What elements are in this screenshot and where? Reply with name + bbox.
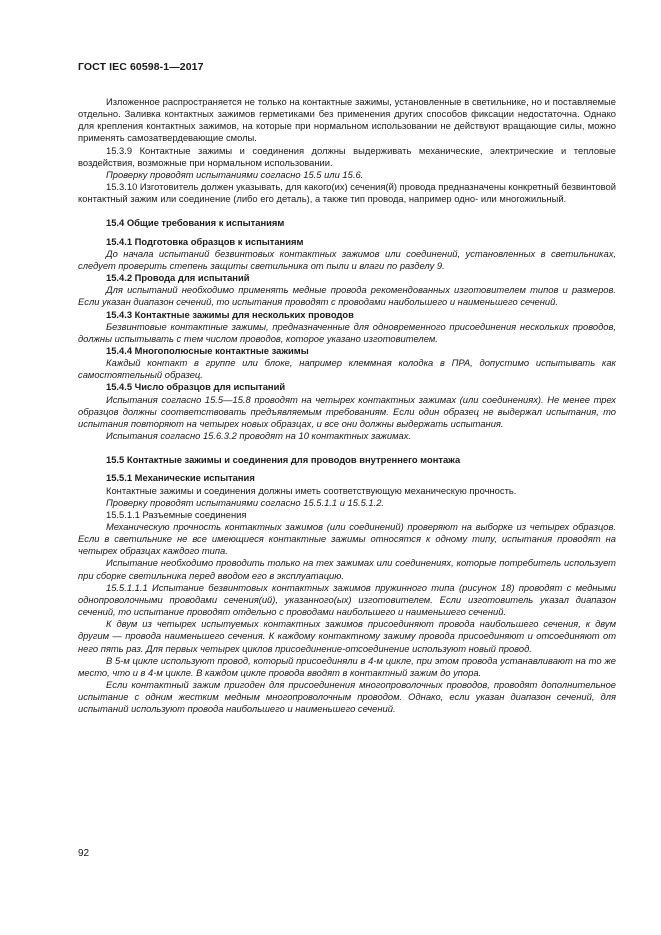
page-number: 92 [78, 848, 90, 859]
document-body [78, 96, 616, 716]
paragraph: Для испытаний необходимо применять медные провода рекомендованных изготовителем типов и размеров. Если указан диапазон сечений, то испытания проводят с проводами наибольшего и наименьшего сечений. [78, 284, 616, 308]
section-heading: 15.5.1 Механические испытания [106, 472, 255, 484]
paragraph: Изложенное распространяется не только на контактные зажимы, установленные в светильнике, но и поставляемые отдельно. Заливка контактных зажимов герметиками без применения других способов фиксации недостаточна. Однако для крепления контактных зажимов, на которые при нормальном использовании не действуют вращающие силы, можно применять самозатвердевающие смолы. [78, 96, 616, 144]
paragraph: 15.3.10 Изготовитель должен указывать, для какого(их) сечения(й) провода предназначены конкретный безвинтовой контактный зажим или соединение (либо его деталь), а также тип провода, например одно- или многожильный. [78, 181, 616, 205]
paragraph: Контактные зажимы и соединения должны иметь соответствующую механическую прочность. [106, 484, 517, 496]
paragraph: 15.5.1.1.1 Испытание безвинтовых контактных зажимов пружинного типа (рисунок 18) проводят с медными однопроволочными проводами сечения(ий), указанного(ых) изготовителем. Если изготовитель указал диапазон сечений, то испытание проводят отдельно с проводами наибольшего и наименьшего сечений. [78, 581, 616, 618]
paragraph: Каждый контакт в группе или блоке, например клеммная колодка в ПРА, допустимо испытывать как самостоятельный образец. [78, 357, 616, 381]
paragraph: Если контактный зажим пригоден для присоединения многопроволочных проводов, проводят дополнительное испытание с одним жестким медным многопроволочным проводом. Однако, если указан диапазон сечений, для испытаний используют провода наибольшего и наименьшего сечений. [78, 679, 616, 715]
paragraph: До начала испытаний безвинтовых контактных зажимов или соединений, установленных в светильниках, следует проверить степень защиты светильника от пыли и влаги по разделу 9. [78, 247, 616, 271]
paragraph: Механическую прочность контактных зажимов (или соединений) проверяют на выборке из четырех образцов. Если в светильнике не все имеющиеся контактные зажимы относятся к одному типу, испытания проводят на четырех образцах каждого типа. [78, 521, 616, 557]
paragraph: 15.3.9 Контактные зажимы и соединения должны выдерживать механические, электрические и тепловые воздействия, возможные при нормальном использовании. [78, 144, 616, 168]
paragraph: В 5-м цикле используют провод, который присоединяли в 4-м цикле, при этом провода устанавливают на то же место, что и в 4-м цикле. В каждом цикле провода вводят в контактный зажим до упора. [78, 654, 616, 678]
section-heading: 15.4.3 Контактные зажимы для нескольких проводов [106, 308, 354, 320]
section-heading: 15.4 Общие требования к испытаниям [106, 217, 285, 229]
section-heading: 15.4.5 Число образцов для испытаний [106, 381, 286, 393]
section-heading: 15.4.2 Провода для испытаний [106, 272, 250, 284]
paragraph: Испытания согласно 15.6.3.2 проводят на 10 контактных зажимах. [106, 430, 412, 442]
paragraph: Проверку проводят испытаниями согласно 15.5 или 15.6. [106, 168, 364, 180]
paragraph: 15.5.1.1 Разъемные соединения [106, 508, 247, 520]
section-heading: 15.4.4 Многополюсные контактные зажимы [106, 344, 309, 356]
paragraph: Безвинтовые контактные зажимы, предназначенные для одновременного присоединения нескольких проводов, должны испытывать с тем числом проводов, которое указано изготовителем. [78, 320, 616, 344]
paragraph: Испытания согласно 15.5—15.8 проводят на четырех контактных зажимах (или соединениях). Не менее трех образцов должны соответствовать предъявляемым требованиям. Если один образец не выдержал испытания, то испытания повторяют на четырех новых образцах, и все они должны выдержать испытания. [78, 393, 616, 429]
section-heading: 15.5 Контактные зажимы и соединения для проводов внутреннего монтажа [106, 454, 461, 466]
document-header: ГОСТ IEC 60598-1—2017 [78, 61, 204, 73]
paragraph: Проверку проводят испытаниями согласно 15.5.1.1 и 15.5.1.2. [106, 496, 385, 508]
section-heading: 15.4.1 Подготовка образцов к испытаниям [106, 235, 304, 247]
paragraph: Испытание необходимо проводить только на тех зажимах или соединениях, которые потребитель использует при сборке светильника перед вводом его в эксплуатацию. [78, 557, 616, 581]
paragraph: К двум из четырех испытуемых контактных зажимов присоединяют провода наибольшего сечения, к двум другим — провода наименьшего сечения. К каждому контактному зажиму провода присоединяют и отсоединяют от него пять раз. Для первых четырех циклов присоединение-отсоединение используют новый провод. [78, 618, 616, 654]
